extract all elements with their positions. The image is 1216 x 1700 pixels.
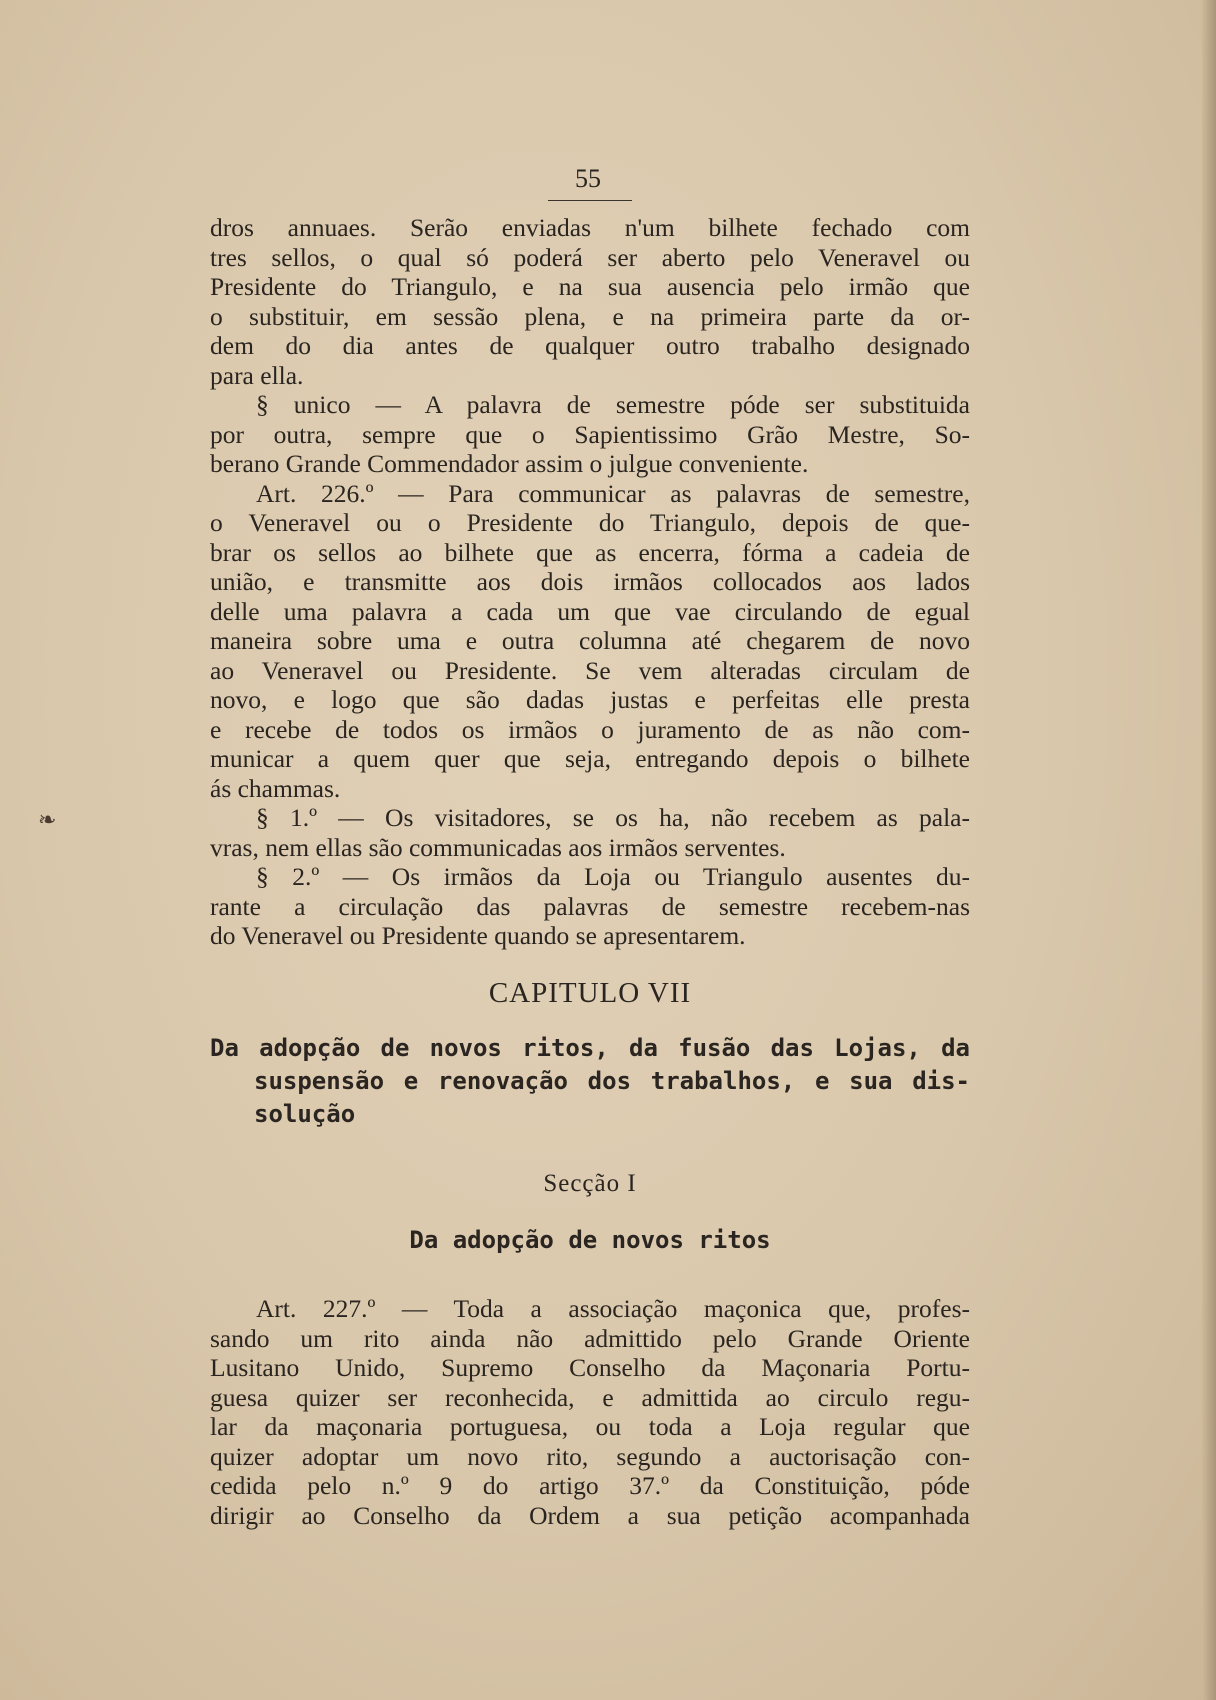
text-line: § 2.º — Os irmãos da Loja ou Triangulo ausentes du-	[256, 862, 970, 891]
paragraph-article-227	[210, 1294, 970, 1530]
section-heading: Da adopção de novos ritos	[409, 1226, 771, 1254]
text-line: e recebe de todos os irmãos o juramento de as não com-	[210, 714, 970, 744]
text-line: cedida pelo n.º 9 do artigo 37.º da Constituição, póde	[210, 1471, 970, 1500]
text-line: § 1.º — Os visitadores, se os ha, não recebem as pala-	[256, 803, 970, 832]
text-line: quizer adoptar um novo rito, segundo a auctorisação con-	[210, 1441, 970, 1471]
text-line: § unico — A palavra de semestre póde ser substituida	[256, 390, 970, 419]
page-edge-shadow	[1202, 0, 1216, 1700]
text-line: lar da maçonaria portuguesa, ou toda a Loja regular que	[210, 1412, 970, 1441]
text-line: delle uma palavra a cada um que vae circulando de egual	[210, 596, 970, 626]
text-line: união, e transmitte aos dois irmãos collocados aos lados	[210, 567, 970, 596]
text-line: novo, e logo que são dadas justas e perfeitas elle presta	[210, 685, 970, 714]
heading-line: solução	[254, 1099, 356, 1128]
paragraph-section-1	[210, 803, 970, 862]
text-line: dros annuaes. Serão enviadas n'um bilhete fechado com	[210, 213, 970, 242]
text-line: brar os sellos ao bilhete que as encerra, fórma a cadeia de	[210, 537, 970, 567]
text-line: tres sellos, o qual só poderá ser aberto pelo Veneravel ou	[210, 242, 970, 272]
text-line: dirigir ao Conselho da Ordem a sua petição acompanhada	[210, 1500, 970, 1530]
text-line: rante a circulação das palavras de semestre recebem-nas	[210, 891, 970, 921]
section-label: Secção I	[543, 1169, 637, 1197]
text-line: ás chammas.	[210, 773, 341, 803]
chapter-heading	[210, 1032, 970, 1131]
text-line: Art. 227.º — Toda a associação maçonica que, profes-	[256, 1294, 970, 1323]
page-body	[210, 213, 970, 1530]
chapter-title: CAPITULO VII	[488, 976, 692, 1009]
text-line: Lusitano Unido, Supremo Conselho da Maçonaria Portu-	[210, 1353, 970, 1382]
heading-line: Da adopção de novos ritos, da fusão das Lojas, da	[210, 1033, 970, 1062]
paragraph-continuation	[210, 213, 970, 390]
page-number-rule	[548, 200, 632, 201]
paragraph-section-2	[210, 862, 970, 951]
heading-line: suspensão e renovação dos trabalhos, e sua dis-	[254, 1066, 970, 1095]
text-line: por outra, sempre que o Sapientissimo Grão Mestre, So-	[210, 419, 970, 449]
text-line: Presidente do Triangulo, e na sua ausencia pelo irmão que	[210, 272, 970, 301]
text-line: vras, nem ellas são communicadas aos irmãos serventes.	[210, 832, 786, 862]
text-line: berano Grande Commendador assim o julgue conveniente.	[210, 449, 809, 478]
paragraph-article-226	[210, 479, 970, 804]
printer-ornament-icon: ❧	[38, 808, 57, 833]
text-line: municar a quem quer que seja, entregando depois o bilhete	[210, 744, 970, 773]
text-line: guesa quizer ser reconhecida, e admittida ao circulo regu-	[210, 1382, 970, 1412]
text-line: Art. 226.º — Para communicar as palavras de semestre,	[256, 478, 970, 508]
page-number: 55	[575, 164, 601, 193]
text-line: dem do dia antes de qualquer outro trabalho designado	[210, 331, 970, 360]
text-line: para ella.	[210, 360, 304, 390]
text-line: sando um rito ainda não admittido pelo Grande Oriente	[210, 1323, 970, 1353]
text-line: ao Veneravel ou Presidente. Se vem alteradas circulam de	[210, 655, 970, 685]
text-line: o Veneravel ou o Presidente do Triangulo, depois de que-	[210, 508, 970, 537]
text-line: maneira sobre uma e outra columna até chegarem de novo	[210, 626, 970, 655]
paragraph-unico	[210, 390, 970, 479]
text-line: do Veneravel ou Presidente quando se apresentarem.	[210, 921, 746, 950]
text-line: o substituir, em sessão plena, e na primeira parte da or-	[210, 301, 970, 331]
